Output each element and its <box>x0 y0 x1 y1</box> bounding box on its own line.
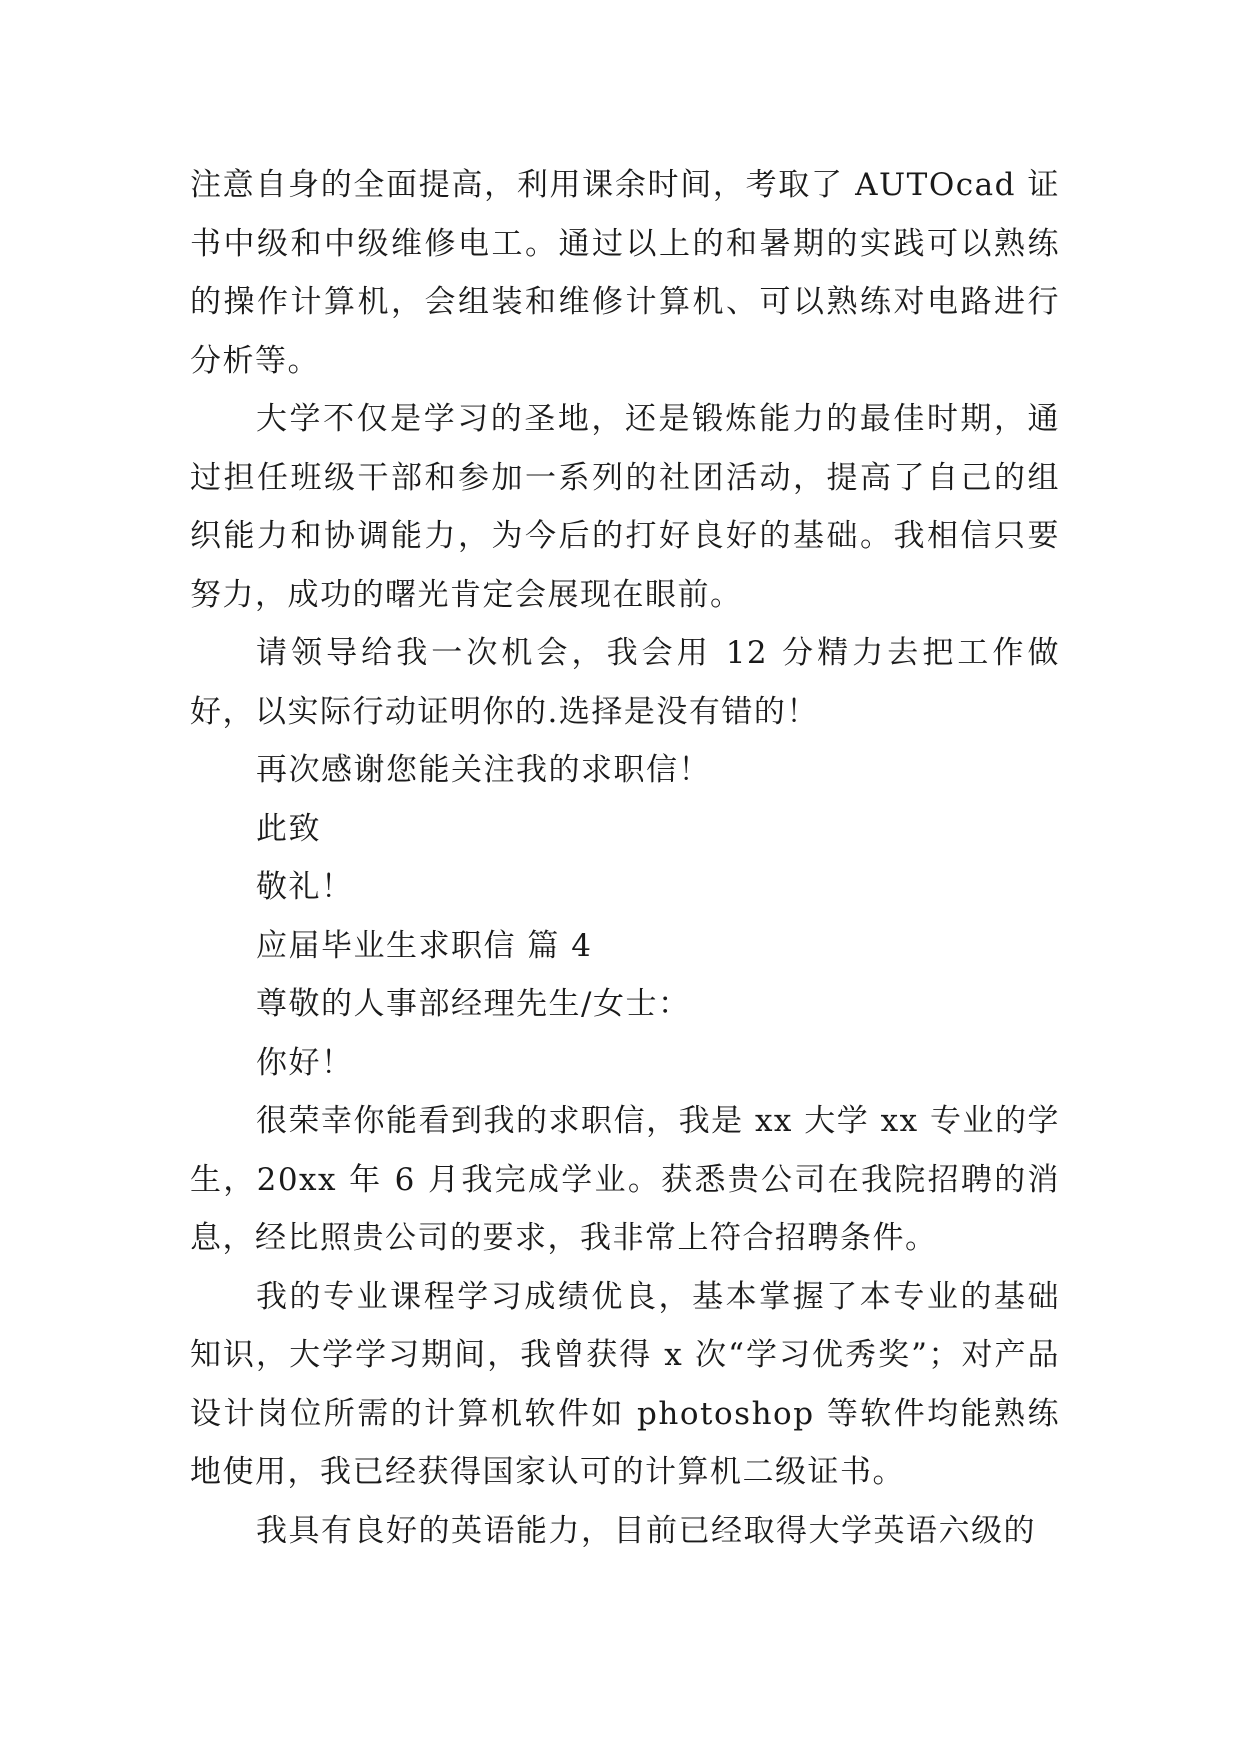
salutation: 尊敬的人事部经理先生/女士： <box>256 986 691 1022</box>
paragraph-continuation: 注意自身的全面提高，利用课余时间，考取了 AUTOcad 证书中级和中级维修电工。通过以上的和暑期的实践可以熟练的操作计算机，会组装和维修计算机、可以熟练对电路进行分析等。 <box>190 167 1060 379</box>
paragraph-introduction: 很荣幸你能看到我的求职信，我是 xx 大学 xx 专业的学生，20xx 年 6 月我完成学业。获悉贵公司在我院招聘的消息，经比照贵公司的要求，我非常上符合招聘条件。 <box>190 1103 1060 1256</box>
closing-jingli: 敬礼！ <box>256 869 354 905</box>
paragraph-academics: 我的专业课程学习成绩优良，基本掌握了本专业的基础知识，大学学习期间，我曾获得 x 次“学习优秀奖”；对产品设计岗位所需的计算机软件如 photoshop 等软件均能熟练地使用，我已经获得国家认可的计算机二级证书。 <box>190 1278 1060 1490</box>
paragraph-thanks: 再次感谢您能关注我的求职信！ <box>256 752 711 788</box>
document-body <box>190 156 1060 1560</box>
paragraph-university-ability: 大学不仅是学习的圣地，还是锻炼能力的最佳时期，通过担任班级干部和参加一系列的社团活动，提高了自己的组织能力和协调能力，为今后的打好良好的基础。我相信只要努力，成功的曙光肯定会展现在眼前。 <box>190 401 1060 613</box>
paragraph-request-opportunity: 请领导给我一次机会，我会用 12 分精力去把工作做好，以实际行动证明你的.选择是没有错的！ <box>190 635 1060 730</box>
section-heading: 应届毕业生求职信 篇 4 <box>256 927 593 964</box>
paragraph-english: 我具有良好的英语能力，目前已经取得大学英语六级的 <box>256 1512 1036 1549</box>
greeting: 你好！ <box>256 1044 354 1081</box>
closing-cizhi: 此致 <box>256 810 321 847</box>
